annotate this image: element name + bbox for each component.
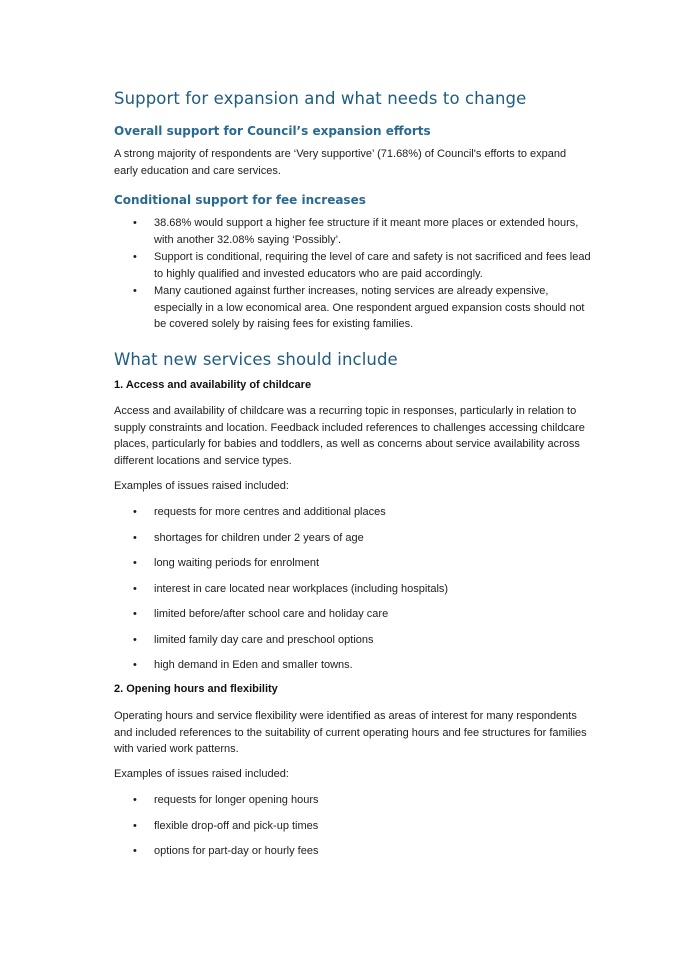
list-item: • 38.68% would support a higher fee structure if it meant more places or extended hours, with another 32.08% saying ‘Possibly’. <box>133 217 579 246</box>
bullet-icon: • <box>133 557 137 569</box>
paragraph-access-availability: Access and availability of childcare was a recurring topic in responses, particularly in relation to supply constraints and location. Feedback included references to challenges accessing childcare places, particularly for babies and toddlers, as well as concerns about service availability across different locations and service types. <box>114 405 585 467</box>
bullet-icon: • <box>133 285 137 297</box>
list-item: • limited family day care and preschool options <box>114 632 594 658</box>
bullet-icon: • <box>133 217 137 229</box>
bullet-icon: • <box>133 608 137 620</box>
section-title-new-services: What new services should include <box>114 350 398 369</box>
heading-conditional-support: Conditional support for fee increases <box>114 193 366 207</box>
list-item: • shortages for children under 2 years of age <box>114 530 594 556</box>
list-item: • limited before/after school care and holiday care <box>114 606 594 632</box>
bullet-icon: • <box>133 506 137 518</box>
list-item: • interest in care located near workplaces (including hospitals) <box>114 581 594 607</box>
heading-opening-hours: 2. Opening hours and flexibility <box>114 683 278 695</box>
bullet-icon: • <box>133 531 137 544</box>
list-item: • options for part-day or hourly fees <box>114 843 594 869</box>
bullet-icon: • <box>133 794 137 806</box>
list-item: • requests for longer opening hours <box>114 792 594 818</box>
list-item: • Support is conditional, requiring the level of care and safety is not sacrificed and fees lead to highly qualified and invested educators who are paid accordingly. <box>133 251 591 280</box>
bullet-icon: • <box>133 582 137 595</box>
bullet-icon: • <box>133 845 137 857</box>
bullet-icon: • <box>133 659 137 671</box>
bullet-icon: • <box>133 251 137 263</box>
list-item: • Many cautioned against further increases, noting services are already expensive, especially in a low economical area. One respondent argued expansion costs should not be covered solely by raising fees for existing families. <box>133 285 585 330</box>
list-conditional-support <box>114 215 594 334</box>
list-access-issues <box>114 504 594 683</box>
examples-label-hours: Examples of issues raised included: <box>114 768 289 780</box>
list-item: • requests for more centres and additional places <box>114 504 594 530</box>
paragraph-overall-support: A strong majority of respondents are ‘Very supportive’ (71.68%) of Council's efforts to expand early education and care services. <box>114 148 567 177</box>
heading-access-availability: 1. Access and availability of childcare <box>114 379 312 391</box>
list-item: • long waiting periods for enrolment <box>114 555 594 581</box>
heading-overall-support: Overall support for Council’s expansion efforts <box>114 124 431 138</box>
list-item: • high demand in Eden and smaller towns. <box>114 657 594 683</box>
paragraph-opening-hours: Operating hours and service flexibility were identified as areas of interest for many respondents and included references to the suitability of current operating hours and fee structures for families with varied work patterns. <box>114 710 587 755</box>
bullet-icon: • <box>133 633 137 646</box>
section-title-support: Support for expansion and what needs to change <box>114 89 527 108</box>
list-hours-issues <box>114 792 594 869</box>
bullet-icon: • <box>133 819 137 832</box>
list-item: • flexible drop-off and pick-up times <box>114 818 594 844</box>
examples-label-access: Examples of issues raised included: <box>114 480 289 492</box>
